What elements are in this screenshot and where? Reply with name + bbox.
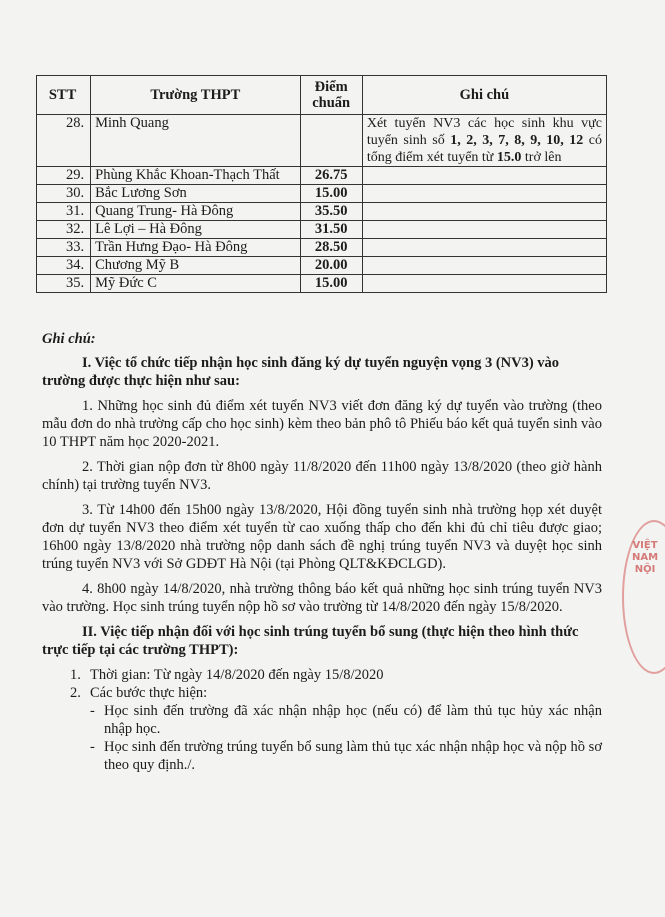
dash-bullet: - xyxy=(90,739,95,755)
section1-item: 2. Thời gian nộp đơn từ 8h00 ngày 11/8/2020 đến 11h00 ngày 13/8/2020 (theo giờ hành chính) tại trường tuyển NV3. xyxy=(42,459,602,493)
row-school: Phùng Khắc Khoan-Thạch Thất xyxy=(91,167,300,185)
list-number: 2. xyxy=(70,685,81,701)
row-school: Chương Mỹ B xyxy=(91,257,300,275)
section2-heading: II. Việc tiếp nhận đối với học sinh trúng tuyển bổ sung (thực hiện theo hình thức trực tiếp tại các trường THPT): xyxy=(42,624,579,658)
sub-text: Học sinh đến trường đã xác nhận nhập học (nếu có) để làm thủ tục hủy xác nhận nhập học. xyxy=(104,703,602,737)
table-row xyxy=(37,203,607,221)
row-score: 15.00 xyxy=(300,275,362,293)
header-note: Ghi chú xyxy=(362,76,606,115)
row-score: 28.50 xyxy=(300,239,362,257)
row-stt: 34. xyxy=(37,257,91,275)
table-row xyxy=(37,275,607,293)
table-row xyxy=(37,167,607,185)
table-row xyxy=(37,257,607,275)
note-part2: có tổng điểm xét tuyển từ xyxy=(366,133,603,165)
notes-section xyxy=(42,330,602,774)
header-score-line1: Điểm xyxy=(314,79,348,95)
row-stt: 29. xyxy=(37,167,91,185)
row-school: Quang Trung- Hà Đông xyxy=(91,203,300,221)
row-stt: 31. xyxy=(37,203,91,221)
row-note xyxy=(362,167,606,185)
row-note xyxy=(362,203,606,221)
list-item xyxy=(42,684,602,702)
row-note xyxy=(362,239,606,257)
section1-heading: I. Việc tổ chức tiếp nhận học sinh đăng ký dự tuyển nguyện vọng 3 (NV3) vào trường được thực hiện như sau: xyxy=(42,355,560,389)
row-stt: 30. xyxy=(37,185,91,203)
note-part1: Xét tuyển NV3 các học sinh khu vực tuyển sinh số xyxy=(366,116,602,148)
admission-score-table xyxy=(36,75,607,293)
header-stt: STT xyxy=(37,76,91,115)
list-text: Các bước thực hiện: xyxy=(90,685,208,701)
section1-item: 1. Những học sinh đủ điểm xét tuyển NV3 viết đơn đăng ký dự tuyển vào trường (theo mẫu đơn do nhà trường cấp cho học sinh) kèm theo bản phô tô Phiếu báo kết quả tuyển sinh vào 10 THPT năm học 2020-2021. xyxy=(42,398,602,450)
row-note xyxy=(362,115,606,167)
sub-text: Học sinh đến trường trúng tuyển bổ sung làm thủ tục xác nhận nhập học và nộp hồ sơ theo quy định./. xyxy=(104,739,602,773)
section1-item: 4. 8h00 ngày 14/8/2020, nhà trường thông báo kết quả những học sinh trúng tuyển NV3 vào trường. Học sinh trúng tuyển nộp hồ sơ vào trường từ 14/8/2020 đến ngày 15/8/2020. xyxy=(42,581,602,615)
section1-item: 3. Từ 14h00 đến 15h00 ngày 13/8/2020, Hội đồng tuyển sinh nhà trường họp xét duyệt đơn dự tuyển NV3 theo điểm xét tuyển từ cao xuống thấp cho đến khi đủ chỉ tiêu được giao; 16h00 ngày 13/8/2020 nhà trường nộp danh sách đề nghị trúng tuyển NV3 và duyệt học sinh trúng tuyển NV3 với Sở GDĐT Hà Nội (tại Phòng QLT&KĐCLGD). xyxy=(42,502,602,572)
row-note xyxy=(362,257,606,275)
row-score xyxy=(300,115,362,167)
table-row xyxy=(37,115,607,167)
row-note xyxy=(362,185,606,203)
row-score: 15.00 xyxy=(300,185,362,203)
list-text: Thời gian: Từ ngày 14/8/2020 đến ngày 15/8/2020 xyxy=(90,667,384,683)
table-row xyxy=(37,239,607,257)
row-note xyxy=(362,221,606,239)
stamp-text: VIỆT NAM NỘI xyxy=(632,540,659,575)
row-score: 31.50 xyxy=(300,221,362,239)
row-school: Mỹ Đức C xyxy=(91,275,300,293)
sub-item xyxy=(42,738,602,774)
header-score xyxy=(300,76,362,115)
row-stt: 32. xyxy=(37,221,91,239)
notes-title: Ghi chú: xyxy=(42,331,96,347)
table-row xyxy=(37,221,607,239)
row-score: 35.50 xyxy=(300,203,362,221)
list-item xyxy=(42,666,602,684)
row-note xyxy=(362,275,606,293)
row-school: Lê Lợi – Hà Đông xyxy=(91,221,300,239)
header-school: Trường THPT xyxy=(91,76,300,115)
row-school: Minh Quang xyxy=(91,115,300,167)
list-number: 1. xyxy=(70,667,81,683)
header-score-line2: chuẩn xyxy=(312,95,351,111)
table-header-row xyxy=(37,76,607,115)
sub-item xyxy=(42,702,602,738)
note-zones: 1, 2, 3, 7, 8, 9, 10, 12 xyxy=(450,133,584,148)
row-school: Trần Hưng Đạo- Hà Đông xyxy=(91,239,300,257)
note-min-score: 15.0 xyxy=(496,150,522,165)
row-score: 26.75 xyxy=(300,167,362,185)
dash-bullet: - xyxy=(90,703,95,719)
row-school: Bắc Lương Sơn xyxy=(91,185,300,203)
note-part3: trở lên xyxy=(521,150,562,165)
row-stt: 35. xyxy=(37,275,91,293)
row-score: 20.00 xyxy=(300,257,362,275)
table-row xyxy=(37,185,607,203)
row-stt: 33. xyxy=(37,239,91,257)
row-stt: 28. xyxy=(37,115,91,167)
section2-list xyxy=(42,666,602,774)
